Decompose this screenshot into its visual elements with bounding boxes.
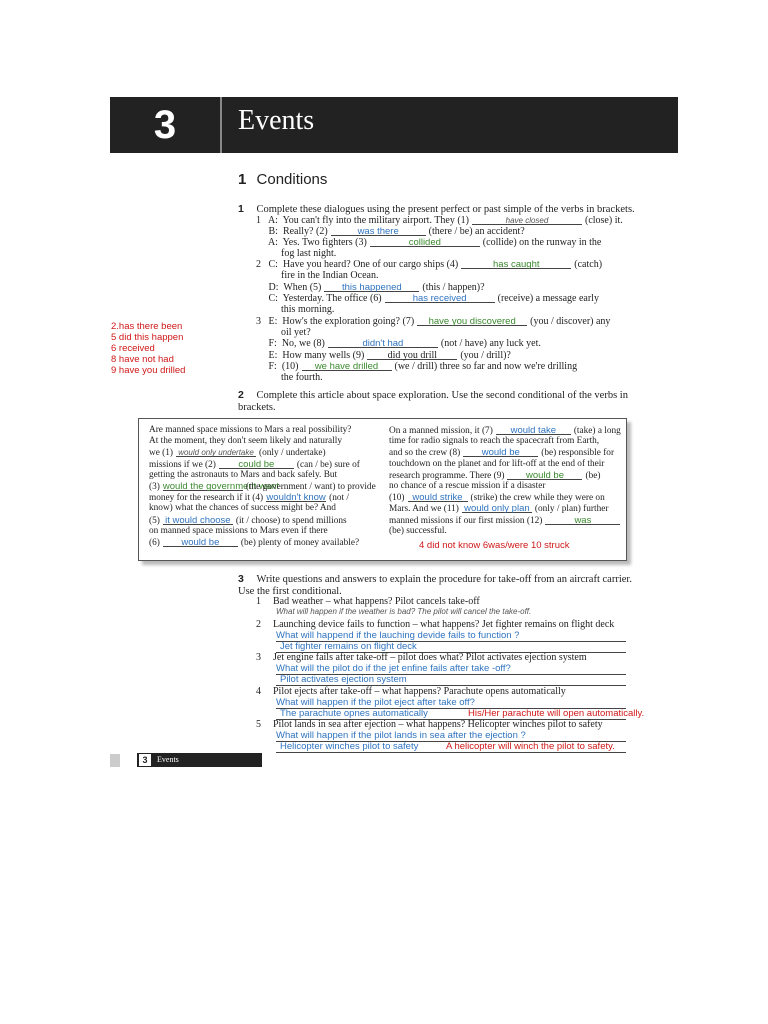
ex3-question-answer: What will happen if the pilot lands in sea after the ejection ?: [276, 730, 626, 742]
answer-blank: has received: [385, 293, 495, 303]
ex3-item-number: 3: [256, 652, 261, 663]
line-text-after: (only / plan) further: [534, 504, 609, 515]
chapter-title: Events: [238, 105, 315, 136]
chapter-header: [110, 97, 678, 153]
ex3-question-answer: What will happen if the weather is bad? The pilot will cancel the take-off.: [276, 607, 532, 616]
text-line: [389, 459, 604, 470]
section-label: Conditions: [256, 171, 328, 188]
line-text-after: (not / have) any luck yet.: [440, 338, 541, 349]
margin-correction: 8 have not had: [111, 354, 174, 365]
line-text-after: (it / choose) to spend millions: [235, 515, 347, 526]
answer-blank: wouldn't know: [266, 492, 326, 504]
ex3-instruction: [238, 573, 638, 598]
answer-blank: have closed: [472, 215, 582, 225]
footer-label: Events: [157, 755, 179, 764]
line-text: (3): [149, 482, 160, 492]
section-number: 1: [238, 171, 247, 188]
line-text-after: (be) responsible for: [541, 448, 615, 459]
margin-correction: 2.has there been: [111, 321, 183, 332]
text-line: [256, 327, 311, 338]
ex3-prompt-text: Pilot lands in sea after ejection – what happens? Helicopter winches pilot to safety: [273, 719, 603, 730]
line-text-after: (receive) a message early: [497, 293, 599, 304]
ex3-prompt: [256, 596, 480, 607]
ex3-correction: A helicopter will winch the pilot to safety.: [446, 741, 615, 752]
line-text-after: (be): [585, 470, 601, 481]
line-text: money for the research if it (4): [149, 493, 264, 504]
ex3-answer-text: Pilot activates ejection system: [280, 674, 407, 685]
footer-tab-mark: [110, 754, 120, 767]
line-text: A: Yes. Two fighters (3): [256, 237, 367, 248]
ex3-prompt: [256, 652, 587, 663]
text-line: [149, 436, 342, 447]
ex3-prompt: [256, 686, 566, 697]
ex3-instruction-text: Write questions and answers to explain the procedure for take-off from an aircraft carrier. Use the first conditional.: [238, 574, 632, 597]
text-line: [256, 293, 599, 304]
line-text-after: (catch): [574, 259, 603, 270]
answer-blank: would be: [507, 470, 582, 480]
line-text: 1 A: You can't fly into the military airport. They (1): [256, 215, 469, 226]
ex3-prompt-text: Launching device fails to function – what happens? Jet fighter remains on flight deck: [273, 619, 615, 630]
answer-blank: didn't had: [328, 338, 438, 348]
ex3-question-answer: What will happen if the pilot eject after take off?: [276, 697, 626, 709]
ex3-prompt: [256, 619, 614, 630]
line-text-after: (you / drill)?: [460, 350, 511, 361]
text-line: [389, 447, 614, 459]
line-text: fire in the Indian Ocean.: [256, 270, 379, 281]
line-text: D: When (5): [256, 282, 322, 293]
section-title: [238, 171, 327, 188]
line-text: 2 C: Have you heard? One of our cargo ships (4): [256, 259, 459, 270]
line-text: (be) successful.: [389, 525, 447, 536]
line-text: At the moment, they don't seem likely and naturally: [149, 436, 342, 447]
text-line: [256, 259, 602, 270]
answer-blank: would only undertake: [176, 447, 256, 457]
line-text: we (1): [149, 448, 174, 459]
line-text: oil yet?: [256, 327, 311, 338]
ex3-answer: [276, 674, 626, 686]
ex3-prompt: [256, 719, 603, 730]
ex3-answer-text: The parachute opnes automatically: [280, 708, 428, 719]
text-line: [256, 248, 336, 259]
line-text-after: (take) a long: [573, 426, 621, 436]
answer-blank: have you discovered: [417, 316, 527, 326]
ex3-prompt-text: Pilot ejects after take-off – what happens? Parachute opens automatically: [273, 686, 566, 697]
ex3-question-answer: What will the pilot do if the jet enfine fails after take -off?: [276, 663, 626, 675]
text-line: [149, 526, 328, 537]
ex3-answer-text: Jet fighter remains on flight deck: [280, 641, 417, 652]
line-text: (5): [149, 515, 160, 526]
answer-blank: would take: [496, 425, 571, 435]
answer-blank: could be: [219, 459, 294, 469]
line-text-after: (there / be) an accident?: [428, 226, 525, 237]
text-line: [149, 481, 376, 493]
line-text: manned missions if our first mission (12): [389, 515, 543, 526]
text-line: [149, 537, 359, 549]
footer-number: 3: [139, 754, 151, 766]
line-text: research programme. There (9): [389, 470, 505, 481]
line-text-after: (you / discover) any: [530, 316, 611, 327]
text-line: [256, 270, 378, 281]
line-text: 3 E: How's the exploration going? (7): [256, 316, 415, 327]
ex3-prompt-text: Jet engine fails after take-off – pilot does what? Pilot activates ejection system: [273, 652, 587, 663]
text-line: [256, 237, 601, 248]
ex3-correction: His/Her parachute will open automatically.: [468, 708, 645, 719]
text-line: [149, 470, 337, 481]
ex3-question-answer: What will happend if the lauching devide fails to function ?: [276, 630, 626, 642]
line-text: touchdown on the planet and for lift-off at the end of their: [389, 458, 605, 469]
text-line: [389, 503, 608, 515]
line-text-after: (we / drill) three so far and now we're drilling: [394, 361, 578, 372]
ex3-prompt-text: Bad weather – what happens? Pilot cancels take-off: [273, 596, 480, 607]
ex1-number: 1: [238, 203, 244, 215]
line-text-after: (collide) on the runway in the: [482, 237, 602, 248]
line-text: time for radio signals to reach the spacecraft from Earth,: [389, 436, 600, 447]
line-text-after: (only / undertake): [259, 448, 326, 459]
answer-blank: would be: [463, 447, 538, 457]
ex2-instruction: [238, 389, 658, 414]
line-text: on manned space missions to Mars even if there: [149, 525, 328, 536]
line-text: and so the crew (8): [389, 448, 461, 459]
text-line: [256, 215, 623, 226]
answer-blank: we have drilled: [302, 361, 392, 371]
text-line: [256, 338, 541, 349]
line-text: missions if we (2): [149, 459, 216, 470]
line-text: Are manned space missions to Mars a real possibility?: [149, 425, 352, 435]
answer-blank: would be: [163, 537, 238, 547]
line-text-after: (strike) the crew while they were on: [470, 493, 605, 504]
answer-blank: it would choose: [163, 515, 233, 525]
line-text-after: (the government / want) to provide: [245, 482, 376, 492]
line-text: On a manned mission, it (7): [389, 426, 493, 436]
margin-corrections: [111, 321, 185, 376]
text-line: [256, 372, 323, 383]
text-line: [256, 361, 577, 372]
ex3-number: 3: [238, 573, 244, 585]
line-text: this morning.: [256, 304, 335, 315]
margin-correction: 9 have you drilled: [111, 365, 186, 376]
line-text-after: (not /: [329, 493, 349, 504]
text-line: [256, 350, 511, 361]
text-line: [389, 492, 605, 504]
text-line: [256, 282, 485, 293]
ex3-item-number: 5: [256, 719, 261, 730]
line-text-after: (be) plenty of money available?: [240, 538, 360, 548]
line-text-after: (close) it.: [584, 215, 623, 226]
text-line: [389, 436, 599, 447]
ex1-instruction-text: Complete these dialogues using the present perfect or past simple of the verbs in brackets.: [256, 204, 635, 215]
line-text: B: Really? (2): [256, 226, 328, 237]
line-text: know) what the chances of success might be? And: [149, 503, 336, 514]
ex3-item-number: 4: [256, 686, 261, 697]
ex2-correction: 4 did not know 6was/were 10 struck: [419, 540, 570, 551]
line-text: F: (10): [256, 361, 299, 372]
margin-correction: 5 did this happen: [111, 332, 184, 343]
text-line: [149, 459, 360, 471]
answer-blank: did you drill: [367, 350, 457, 360]
text-line: [256, 304, 334, 315]
text-line: [149, 447, 326, 459]
answer-blank: collided: [370, 237, 480, 247]
text-line: [256, 316, 610, 327]
line-text: getting the astronauts to Mars and back safely. But: [149, 469, 338, 480]
ex3-item-number: 2: [256, 619, 261, 630]
header-divider: [220, 97, 222, 153]
answer-blank: would only plan: [462, 503, 532, 513]
ex2-instruction-text: Complete this article about space exploration. Use the second conditional of the verbs in brackets.: [238, 390, 628, 413]
text-line: [389, 481, 545, 492]
footer-bar: [137, 753, 262, 767]
margin-correction: 6 received: [111, 343, 155, 354]
text-line: [149, 425, 351, 436]
line-text: no chance of a rescue mission if a disaster: [389, 481, 546, 491]
answer-blank: would the government want: [162, 481, 280, 492]
text-line: [149, 503, 336, 514]
ex2-number: 2: [238, 389, 244, 401]
chapter-number: 3: [153, 103, 177, 147]
line-text-after: (can / be) sure of: [296, 459, 360, 470]
text-line: [389, 526, 447, 537]
answer-blank: was there: [331, 226, 426, 236]
line-text: (6): [149, 538, 160, 548]
line-text-after: (this / happen)?: [422, 282, 485, 293]
line-text: E: How many wells (9): [256, 350, 365, 361]
answer-blank: was: [545, 515, 620, 525]
ex3-answer: [276, 741, 626, 753]
line-text: F: No, we (8): [256, 338, 325, 349]
line-text: Mars. And we (11): [389, 504, 459, 515]
line-text: fog last night.: [256, 248, 337, 259]
answer-blank: this happened: [324, 282, 419, 292]
text-line: [389, 515, 623, 527]
text-line: [389, 470, 600, 482]
ex3-item-number: 1: [256, 596, 261, 607]
article-box: [138, 418, 627, 561]
answer-blank: has caught: [461, 259, 571, 269]
line-text: (10): [389, 493, 405, 504]
line-text: C: Yesterday. The office (6): [256, 293, 382, 304]
line-text: the fourth.: [256, 372, 323, 383]
text-line: [256, 226, 525, 237]
answer-blank: would strike: [408, 492, 468, 502]
ex3-answer-text: Helicopter winches pilot to safety: [280, 741, 419, 752]
text-line: [149, 515, 347, 527]
